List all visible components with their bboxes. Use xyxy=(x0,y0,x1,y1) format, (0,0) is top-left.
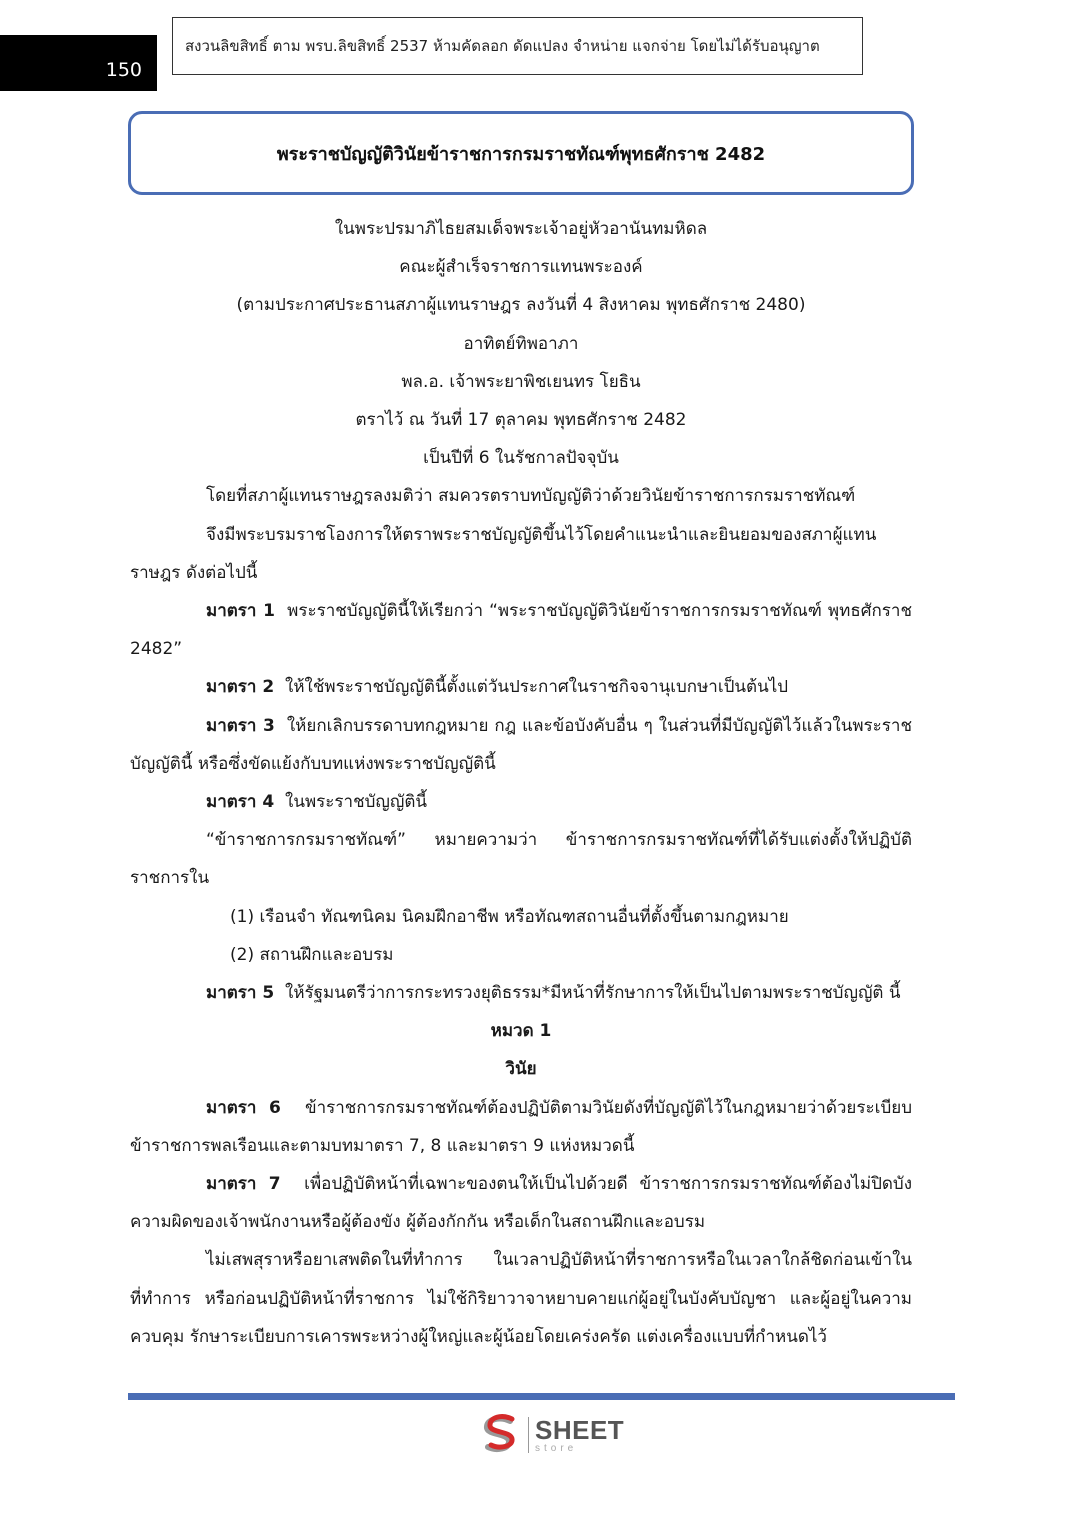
copyright-notice: สงวนลิขสิทธิ์ ตาม พรบ.ลิขสิทธิ์ 2537 ห้ามคัดลอก ดัดแปลง จำหน่าย แจกจ่าย โดยไม่ได้รับอนุญาต xyxy=(172,17,863,75)
logo-separator xyxy=(528,1417,529,1453)
intro-paragraph: จึงมีพระบรมราชโองการให้ตราพระราชบัญญัติขึ้นไว้โดยคำแนะนำและยินยอมของสภาผู้แทนราษฎร ดังต่อไปนี้ xyxy=(130,524,877,583)
section-text: ข้าราชการกรมราชทัณฑ์ต้องปฏิบัติตามวินัยดังที่บัญญัติไว้ในกฎหมายว่าด้วยระเบียบข้าราชการพลเรือนและตามบทมาตรา 7, 8 และมาตรา 9 แห่งหมวดนี้ xyxy=(130,1097,912,1156)
section-6 xyxy=(130,1089,912,1165)
section-5 xyxy=(130,974,912,1012)
definition-paragraph: “ข้าราชการกรมราชทัณฑ์” หมายความว่า ข้าราชการกรมราชทัณฑ์ที่ได้รับแต่งตั้งให้ปฏิบัติราชการใน xyxy=(130,830,912,889)
sheet-s-logo-icon xyxy=(478,1413,522,1457)
preamble-line: พล.อ. เจ้าพระยาพิชเยนทร โยธิน xyxy=(401,371,641,392)
intro-paragraph: โดยที่สภาผู้แทนราษฎรลงมติว่า สมควรตราบทบัญญัติว่าด้วยวินัยข้าราชการกรมราชทัณฑ์ xyxy=(206,486,856,507)
footer-divider xyxy=(128,1393,955,1400)
section-label: มาตรา 6 xyxy=(206,1097,281,1118)
logo-brand-text: SHEET xyxy=(535,1414,625,1445)
preamble-line: ตราไว้ ณ วันที่ 17 ตุลาคม พุทธศักราช 2482 xyxy=(355,410,687,431)
preamble-line: เป็นปีที่ 6 ในรัชกาลปัจจุบัน xyxy=(423,448,619,469)
preamble-line: (ตามประกาศประธานสภาผู้แทนราษฎร ลงวันที่ 4 สิงหาคม พุทธศักราช 2480) xyxy=(236,295,806,316)
section-2 xyxy=(130,668,912,706)
preamble-line: คณะผู้สำเร็จราชการแทนพระองค์ xyxy=(399,257,643,278)
definition-item: (2) สถานฝึกและอบรม xyxy=(230,944,394,965)
chapter-name: วินัย xyxy=(505,1059,537,1080)
section-text: ให้ใช้พระราชบัญญัตินี้ตั้งแต่วันประกาศในราชกิจจานุเบกษาเป็นต้นไป xyxy=(285,677,789,698)
section-label: มาตรา 4 xyxy=(206,792,275,813)
section-text: พระราชบัญญัตินี้ให้เรียกว่า “พระราชบัญญัติวินัยข้าราชการกรมราชทัณฑ์ พุทธศักราช 2482” xyxy=(130,601,913,660)
section-label: มาตรา 1 xyxy=(206,601,275,622)
chapter-number: หมวด 1 xyxy=(490,1021,552,1042)
document-title: พระราชบัญญัติวินัยข้าราชการกรมราชทัณฑ์พุทธศักราช 2482 xyxy=(128,111,914,195)
section-label: มาตรา 5 xyxy=(206,983,275,1004)
section-label: มาตรา 7 xyxy=(206,1174,281,1195)
section-4 xyxy=(130,783,912,821)
preamble-line: ในพระปรมาภิไธยสมเด็จพระเจ้าอยู่หัวอานันทมหิดล xyxy=(334,219,708,239)
section-3 xyxy=(130,707,912,783)
section-1 xyxy=(130,592,912,668)
section-text: ในพระราชบัญญัตินี้ xyxy=(285,792,428,813)
logo-sub-text: store xyxy=(535,1442,578,1454)
section-text: ให้ยกเลิกบรรดาบทกฎหมาย กฎ และข้อบังคับอื่น ๆ ในส่วนที่มีบัญญัติไว้แล้วในพระราชบัญญัตินี้ หรือซึ่งขัดแย้งกับบทแห่งพระราชบัญญัตินี้ xyxy=(130,715,913,774)
page-number: 150 xyxy=(0,35,157,91)
section-label: มาตรา 3 xyxy=(206,715,275,736)
section-label: มาตรา 2 xyxy=(206,677,275,698)
closing-paragraph: ไม่เสพสุราหรือยาเสพติดในที่ทำการ ในเวลาปฏิบัติหน้าที่ราชการหรือในเวลาใกล้ชิดก่อนเข้าในที่ทำการ หรือก่อนปฏิบัติหน้าที่ราชการ ไม่ใช้กิริยาวาจาหยาบคายแก่ผู้อยู่ในบังคับบัญชา และผู้อยู่ในความควบคุม รักษาระเบียบการเคารพระหว่างผู้ใหญ่และผู้น้อยโดยเคร่งครัด แต่งเครื่องแบบที่กำหนดไว้ xyxy=(130,1250,912,1347)
document-body xyxy=(130,210,912,1356)
section-text: เพื่อปฏิบัติหน้าที่เฉพาะของตนให้เป็นไปด้วยดี ข้าราชการกรมราชทัณฑ์ต้องไม่ปิดบังความผิดของเจ้าพนักงานหรือผู้ต้องขัง ผู้ต้องกักกัน หรือเด็กในสถานฝึกและอบรม xyxy=(130,1174,913,1233)
sheet-store-logo xyxy=(478,1410,624,1460)
definition-item: (1) เรือนจำ ทัณฑนิคม นิคมฝึกอาชีพ หรือทัณฑสถานอื่นที่ตั้งขึ้นตามกฎหมาย xyxy=(230,906,789,927)
preamble-line: อาทิตย์ทิพอาภา xyxy=(463,333,579,354)
section-7 xyxy=(130,1165,912,1241)
section-text: ให้รัฐมนตรีว่าการกระทรวงยุติธรรม*มีหน้าที่รักษาการให้เป็นไปตามพระราชบัญญัติ นี้ xyxy=(285,983,901,1004)
